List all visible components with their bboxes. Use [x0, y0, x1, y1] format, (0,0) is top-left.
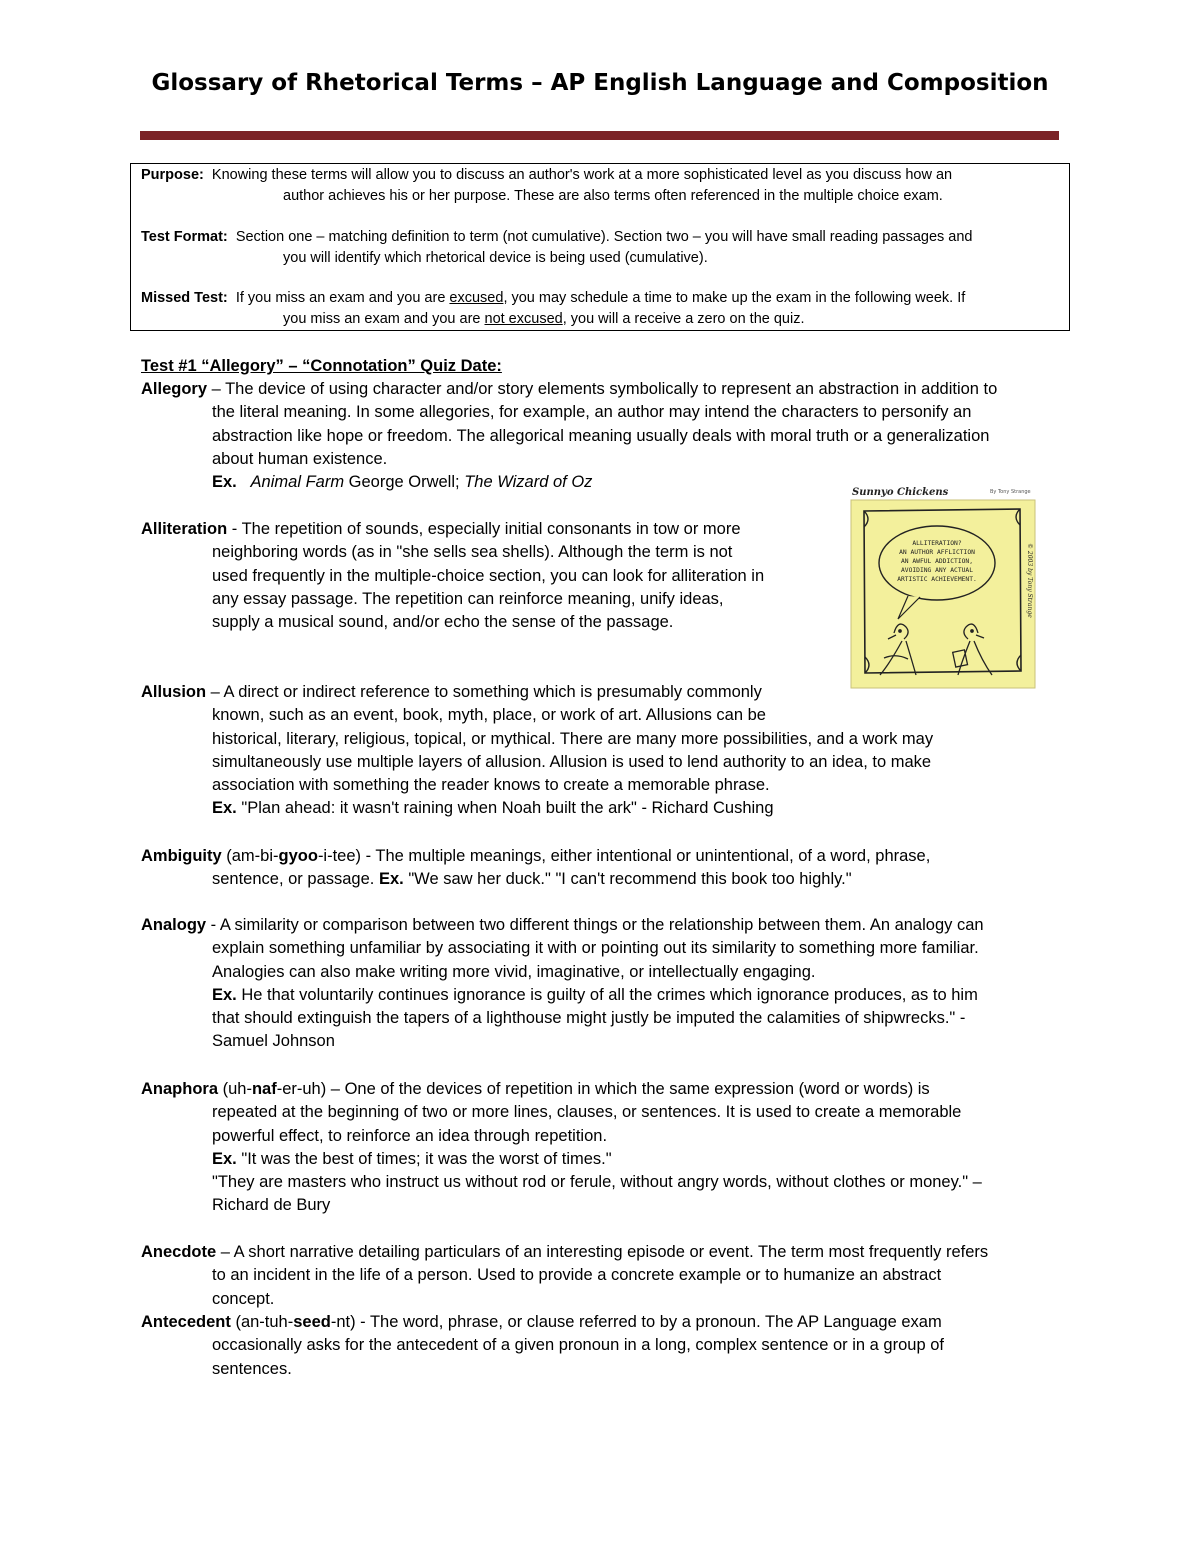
pron-part: -i-tee): [317, 847, 362, 865]
missed-text-1a: If you miss an exam and you are: [235, 290, 446, 306]
term: Anecdote: [141, 1243, 217, 1261]
purpose-text-2: author achieves his or her purpose. These are also terms often referenced in the multiple choice exam.: [283, 188, 943, 204]
pronunciation: [218, 1080, 326, 1098]
def-line: A short narrative detailing particulars of an interesting episode or event. The term most frequently refers: [233, 1243, 989, 1261]
pron-stress: gyoo: [278, 847, 318, 865]
term: Ambiguity: [141, 847, 222, 865]
def-line: The device of using character and/or story elements symbolically to represent an abstraction in addition to: [225, 380, 998, 398]
missed-not-excused: not excused: [484, 311, 563, 327]
def-line: any essay passage. The repetition can reinforce meaning, unify ideas,: [212, 589, 724, 608]
entry-anaphora: [141, 1078, 1066, 1218]
def-line: association with something the reader knows to create a memorable phrase.: [212, 776, 770, 795]
test-format-text-2: you will identify which rhetorical device is being used (cumulative).: [283, 250, 708, 266]
page-title: Glossary of Rhetorical Terms – AP English Language and Composition: [151, 70, 1049, 96]
def-line: Analogies can also make writing more vivid, imaginative, or intellectually engaging.: [212, 962, 816, 981]
def-line: The word, phrase, or clause referred to by a pronoun. The AP Language exam: [369, 1313, 942, 1331]
separator: –: [326, 1080, 345, 1098]
separator: -: [206, 916, 220, 934]
def-line: known, such as an event, book, myth, place, or work of art. Allusions can be: [212, 706, 766, 725]
term: Analogy: [141, 916, 207, 934]
def-line: abstraction like hope or freedom. The allegorical meaning usually deals with moral truth or a generalization: [212, 426, 990, 445]
entry-antecedent: [141, 1311, 1066, 1381]
entry-allegory: [141, 378, 1066, 494]
def-line: neighboring words (as in "she sells sea shells). Although the term is not: [212, 543, 733, 562]
def-line: A direct or indirect reference to something which is presumably commonly: [223, 683, 762, 701]
purpose-text-1: Knowing these terms will allow you to discuss an author's work at a more sophisticated level as you discuss how an: [211, 167, 953, 183]
missed-test-row: [141, 288, 1061, 330]
def-line: to an incident in the life of a person. Used to provide a concrete example or to humanize an abstract: [212, 1266, 942, 1285]
def-line: One of the devices of repetition in which the same expression (word or words) is: [344, 1080, 930, 1098]
missed-text-2a: you miss an exam and you are: [283, 311, 481, 327]
missed-excused: excused: [449, 290, 504, 306]
term: Allegory: [141, 380, 208, 398]
example-label: Ex.: [212, 473, 237, 492]
def-line: used frequently in the multiple-choice section, you can look for alliteration in: [212, 566, 765, 585]
balloon-line: AVOIDING ANY ACTUAL: [900, 567, 974, 574]
example-line: [141, 1148, 1066, 1171]
example-text: "Plan ahead: it wasn't raining when Noah built the ark" - Richard Cushing: [236, 799, 774, 818]
example-label: Ex.: [212, 985, 237, 1004]
balloon-line: ARTISTIC ACHIEVEMENT.: [897, 576, 977, 583]
term: Anaphora: [141, 1080, 219, 1098]
def-line: simultaneously use multiple layers of allusion. Allusion is used to lend authority to an idea, to make: [212, 752, 932, 771]
def-line: The multiple meanings, either intentional or unintentional, of a word, phrase,: [375, 847, 931, 865]
quiz-title: Test #1 “Allegory” – “Connotation” Quiz Date:: [141, 357, 502, 375]
separator: -: [361, 847, 376, 865]
pron-stress: naf: [251, 1080, 277, 1098]
purpose-label: Purpose:: [141, 167, 204, 183]
cartoon-image: [850, 483, 1036, 695]
def-line: the literal meaning. In some allegories, for example, an author may intend the characters to personify an: [212, 403, 972, 422]
separator: -: [355, 1313, 370, 1331]
entry-analogy: [141, 914, 1066, 1054]
entry-ambiguity: [141, 845, 1066, 892]
example-line: [141, 984, 1066, 1007]
missed-test-label: Missed Test:: [141, 290, 228, 306]
missed-text-1b: , you may schedule a time to make up the exam in the following week. If: [503, 290, 966, 306]
balloon-line: ALLITERATION?: [912, 540, 962, 547]
def-line: Richard de Bury: [212, 1196, 331, 1215]
def-line: supply a musical sound, and/or echo the sense of the passage.: [212, 613, 674, 632]
def-line: occasionally asks for the antecedent of a given pronoun in a long, complex sentence or in a group of: [212, 1336, 944, 1355]
pronunciation: [222, 847, 361, 865]
test-format-row: [141, 227, 1061, 269]
pron-part: (am-bi-: [221, 847, 279, 865]
pronunciation: [231, 1313, 356, 1331]
cartoon-copyright: © 2003 by Tony Strange: [1026, 543, 1033, 618]
balloon-line: AN AWFUL ADDICTION,: [900, 558, 974, 565]
def-line: concept.: [212, 1289, 275, 1308]
separator: –: [206, 683, 224, 701]
def-line: Samuel Johnson: [212, 1032, 335, 1051]
def-line: repeated at the beginning of two or more lines, clauses, or sentences. It is used to create a memorable: [212, 1103, 962, 1122]
def-line: that should extinguish the tapers of a lighthouse might justly be imputed the calamities of shipwrecks." -: [212, 1009, 966, 1028]
term: Antecedent: [141, 1313, 231, 1331]
pron-part: -er-uh): [276, 1080, 327, 1098]
example-label: Ex.: [378, 870, 404, 889]
def-line: The repetition of sounds, especially initial consonants in tow or more: [241, 520, 741, 538]
example-text: "It was the best of times; it was the worst of times.": [236, 1149, 612, 1168]
example-label: Ex.: [212, 1149, 237, 1168]
cartoon-byline: By Tony Strange: [990, 489, 1031, 495]
example-text: "We saw her duck." "I can't recommend this book too highly.": [403, 870, 852, 889]
entry-anecdote: [141, 1241, 1066, 1311]
separator: –: [207, 380, 226, 398]
purpose-box: [130, 163, 1070, 331]
book-title: Animal Farm: [250, 473, 345, 492]
example-text: He that voluntarily continues ignorance is guilty of all the crimes which ignorance produces, as to him: [236, 985, 978, 1004]
missed-text-2b: , you will a receive a zero on the quiz.: [562, 311, 805, 327]
pron-part: -nt): [330, 1313, 356, 1331]
def-line: sentences.: [212, 1359, 292, 1378]
book-title: The Wizard of Oz: [464, 473, 593, 492]
pron-part: (uh-: [218, 1080, 252, 1098]
def-line: historical, literary, religious, topical, or mythical. There are many more possibilities, and a work may: [212, 729, 934, 748]
def-line: A similarity or comparison between two different things or the relationship between them. An analogy can: [219, 916, 984, 934]
cartoon-title: Sunnyo Chickens: [852, 487, 949, 498]
purpose-row: [141, 165, 1061, 207]
term: Alliteration: [141, 520, 228, 538]
pron-stress: seed: [293, 1313, 331, 1331]
alliteration-cartoon: [850, 483, 1036, 695]
example-label: Ex.: [212, 799, 237, 818]
test-format-label: Test Format:: [141, 229, 228, 245]
def-line: [141, 868, 1066, 891]
example-line: [141, 797, 1066, 820]
title-divider: [140, 131, 1059, 140]
balloon-line: AN AUTHOR AFFLICTION: [899, 549, 975, 556]
separator: –: [216, 1243, 234, 1261]
pron-part: (an-tuh-: [230, 1313, 294, 1331]
separator: -: [227, 520, 242, 538]
term: Allusion: [141, 683, 207, 701]
def-line: explain something unfamiliar by associating it with or pointing out its similarity to something more familiar.: [212, 939, 979, 958]
test-format-text-1: Section one – matching definition to term (not cumulative). Section two – you will have small reading passages and: [235, 229, 973, 245]
entry-allusion: [141, 681, 1066, 821]
def-line: about human existence.: [212, 449, 388, 468]
def-line: powerful effect, to reinforce an idea through repetition.: [212, 1126, 608, 1145]
entry-alliteration: [141, 518, 821, 634]
def-line: "They are masters who instruct us without rod or ferule, without angry words, without clothes or money." –: [212, 1173, 982, 1192]
example-text: George Orwell;: [344, 473, 465, 492]
def-text: sentence, or passage.: [212, 870, 379, 889]
